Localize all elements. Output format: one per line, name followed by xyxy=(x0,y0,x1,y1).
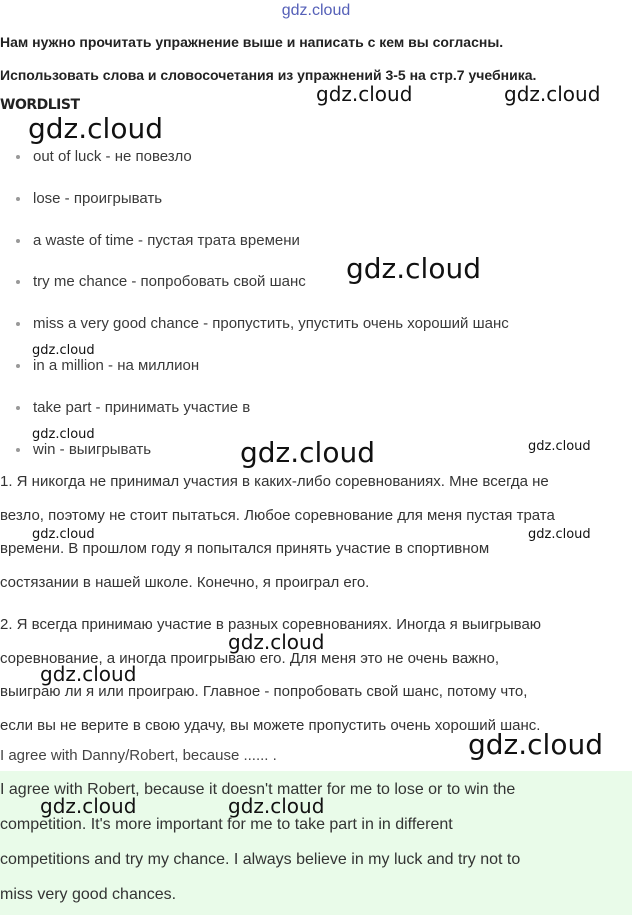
answer-block xyxy=(0,771,632,915)
bullet-icon xyxy=(16,155,20,159)
answer-line: miss very good chances. xyxy=(0,886,177,903)
bullet-icon xyxy=(16,406,20,410)
answer-line: I agree with Robert, because it doesn't matter for me to lose or to win the xyxy=(0,781,516,798)
intro-line-1: Нам нужно прочитать упражнение выше и написать с кем вы согласны. xyxy=(0,34,504,50)
word-entry: miss a very good chance - пропустить, упустить очень хороший шанс xyxy=(33,315,509,333)
list-item xyxy=(0,303,509,345)
prompt-line: I agree with Danny/Robert, because ...... . xyxy=(0,747,277,764)
word-entry: win - выигрывать xyxy=(33,440,152,458)
watermark: gdz.cloud xyxy=(504,82,601,106)
wordlist-title: WORDLIST xyxy=(0,97,80,113)
watermark: gdz.cloud xyxy=(228,630,325,654)
watermark: gdz.cloud xyxy=(468,728,603,761)
watermark: gdz.cloud xyxy=(346,252,481,285)
answer-line: competitions and try my chance. I always believe in my luck and try not to xyxy=(0,851,521,868)
paragraph-line: выиграю ли я или проиграю. Главное - попробовать свой шанс, потому что, xyxy=(0,683,528,700)
bullet-icon xyxy=(16,448,20,452)
word-entry: out of luck - не повезло xyxy=(33,148,192,165)
intro-line-2: Использовать слова и словосочетания из упражнений 3-5 на стр.7 учебника. xyxy=(0,67,537,83)
paragraph-line: если вы не верите в свою удачу, вы можете пропустить очень хороший шанс. xyxy=(0,716,541,734)
paragraph-line: 1. Я никогда не принимал участия в каких-либо соревнованиях. Мне всегда не xyxy=(0,473,549,490)
paragraph-line: состязании в нашей школе. Конечно, я проиграл его. xyxy=(0,573,370,591)
paragraph-line: времени. В прошлом году я попытался принять участие в спортивном xyxy=(0,540,490,557)
bullet-icon xyxy=(16,364,20,368)
paragraph-line: везло, поэтому не стоит пытаться. Любое соревнование для меня пустая трата xyxy=(0,506,555,524)
watermark: gdz.cloud xyxy=(32,527,95,542)
watermark: gdz.cloud xyxy=(32,343,95,358)
watermark: gdz.cloud xyxy=(40,662,137,686)
paragraph-line: соревнование, а иногда проигрываю его. Для меня это не очень важно, xyxy=(0,649,500,667)
watermark: gdz.cloud xyxy=(40,794,137,818)
bullet-icon xyxy=(16,239,20,243)
watermark: gdz.cloud xyxy=(316,82,413,106)
list-item xyxy=(0,178,509,220)
wordlist xyxy=(0,136,509,470)
word-entry: a waste of time - пустая трата времени xyxy=(33,231,300,249)
list-item xyxy=(0,387,509,429)
watermark: gdz.cloud xyxy=(32,427,95,442)
word-entry: take part - принимать участие в xyxy=(33,398,251,416)
watermark: gdz.cloud xyxy=(240,436,375,469)
bullet-icon xyxy=(16,280,20,284)
header-watermark: gdz.cloud xyxy=(281,2,351,19)
bullet-icon xyxy=(16,197,20,201)
watermark: gdz.cloud xyxy=(28,112,163,145)
word-entry: try me chance - попробовать свой шанс xyxy=(33,273,306,291)
watermark: gdz.cloud xyxy=(228,794,325,818)
watermark: gdz.cloud xyxy=(528,439,591,454)
word-entry: in a million - на миллион xyxy=(33,356,200,374)
watermark: gdz.cloud xyxy=(528,527,591,542)
paragraph-line: 2. Я всегда принимаю участие в разных соревнованиях. Иногда я выигрываю xyxy=(0,616,542,633)
bullet-icon xyxy=(16,322,20,326)
word-entry: lose - проигрывать xyxy=(33,189,163,207)
answer-line: competition. It's more important for me to take part in in different xyxy=(0,816,453,833)
